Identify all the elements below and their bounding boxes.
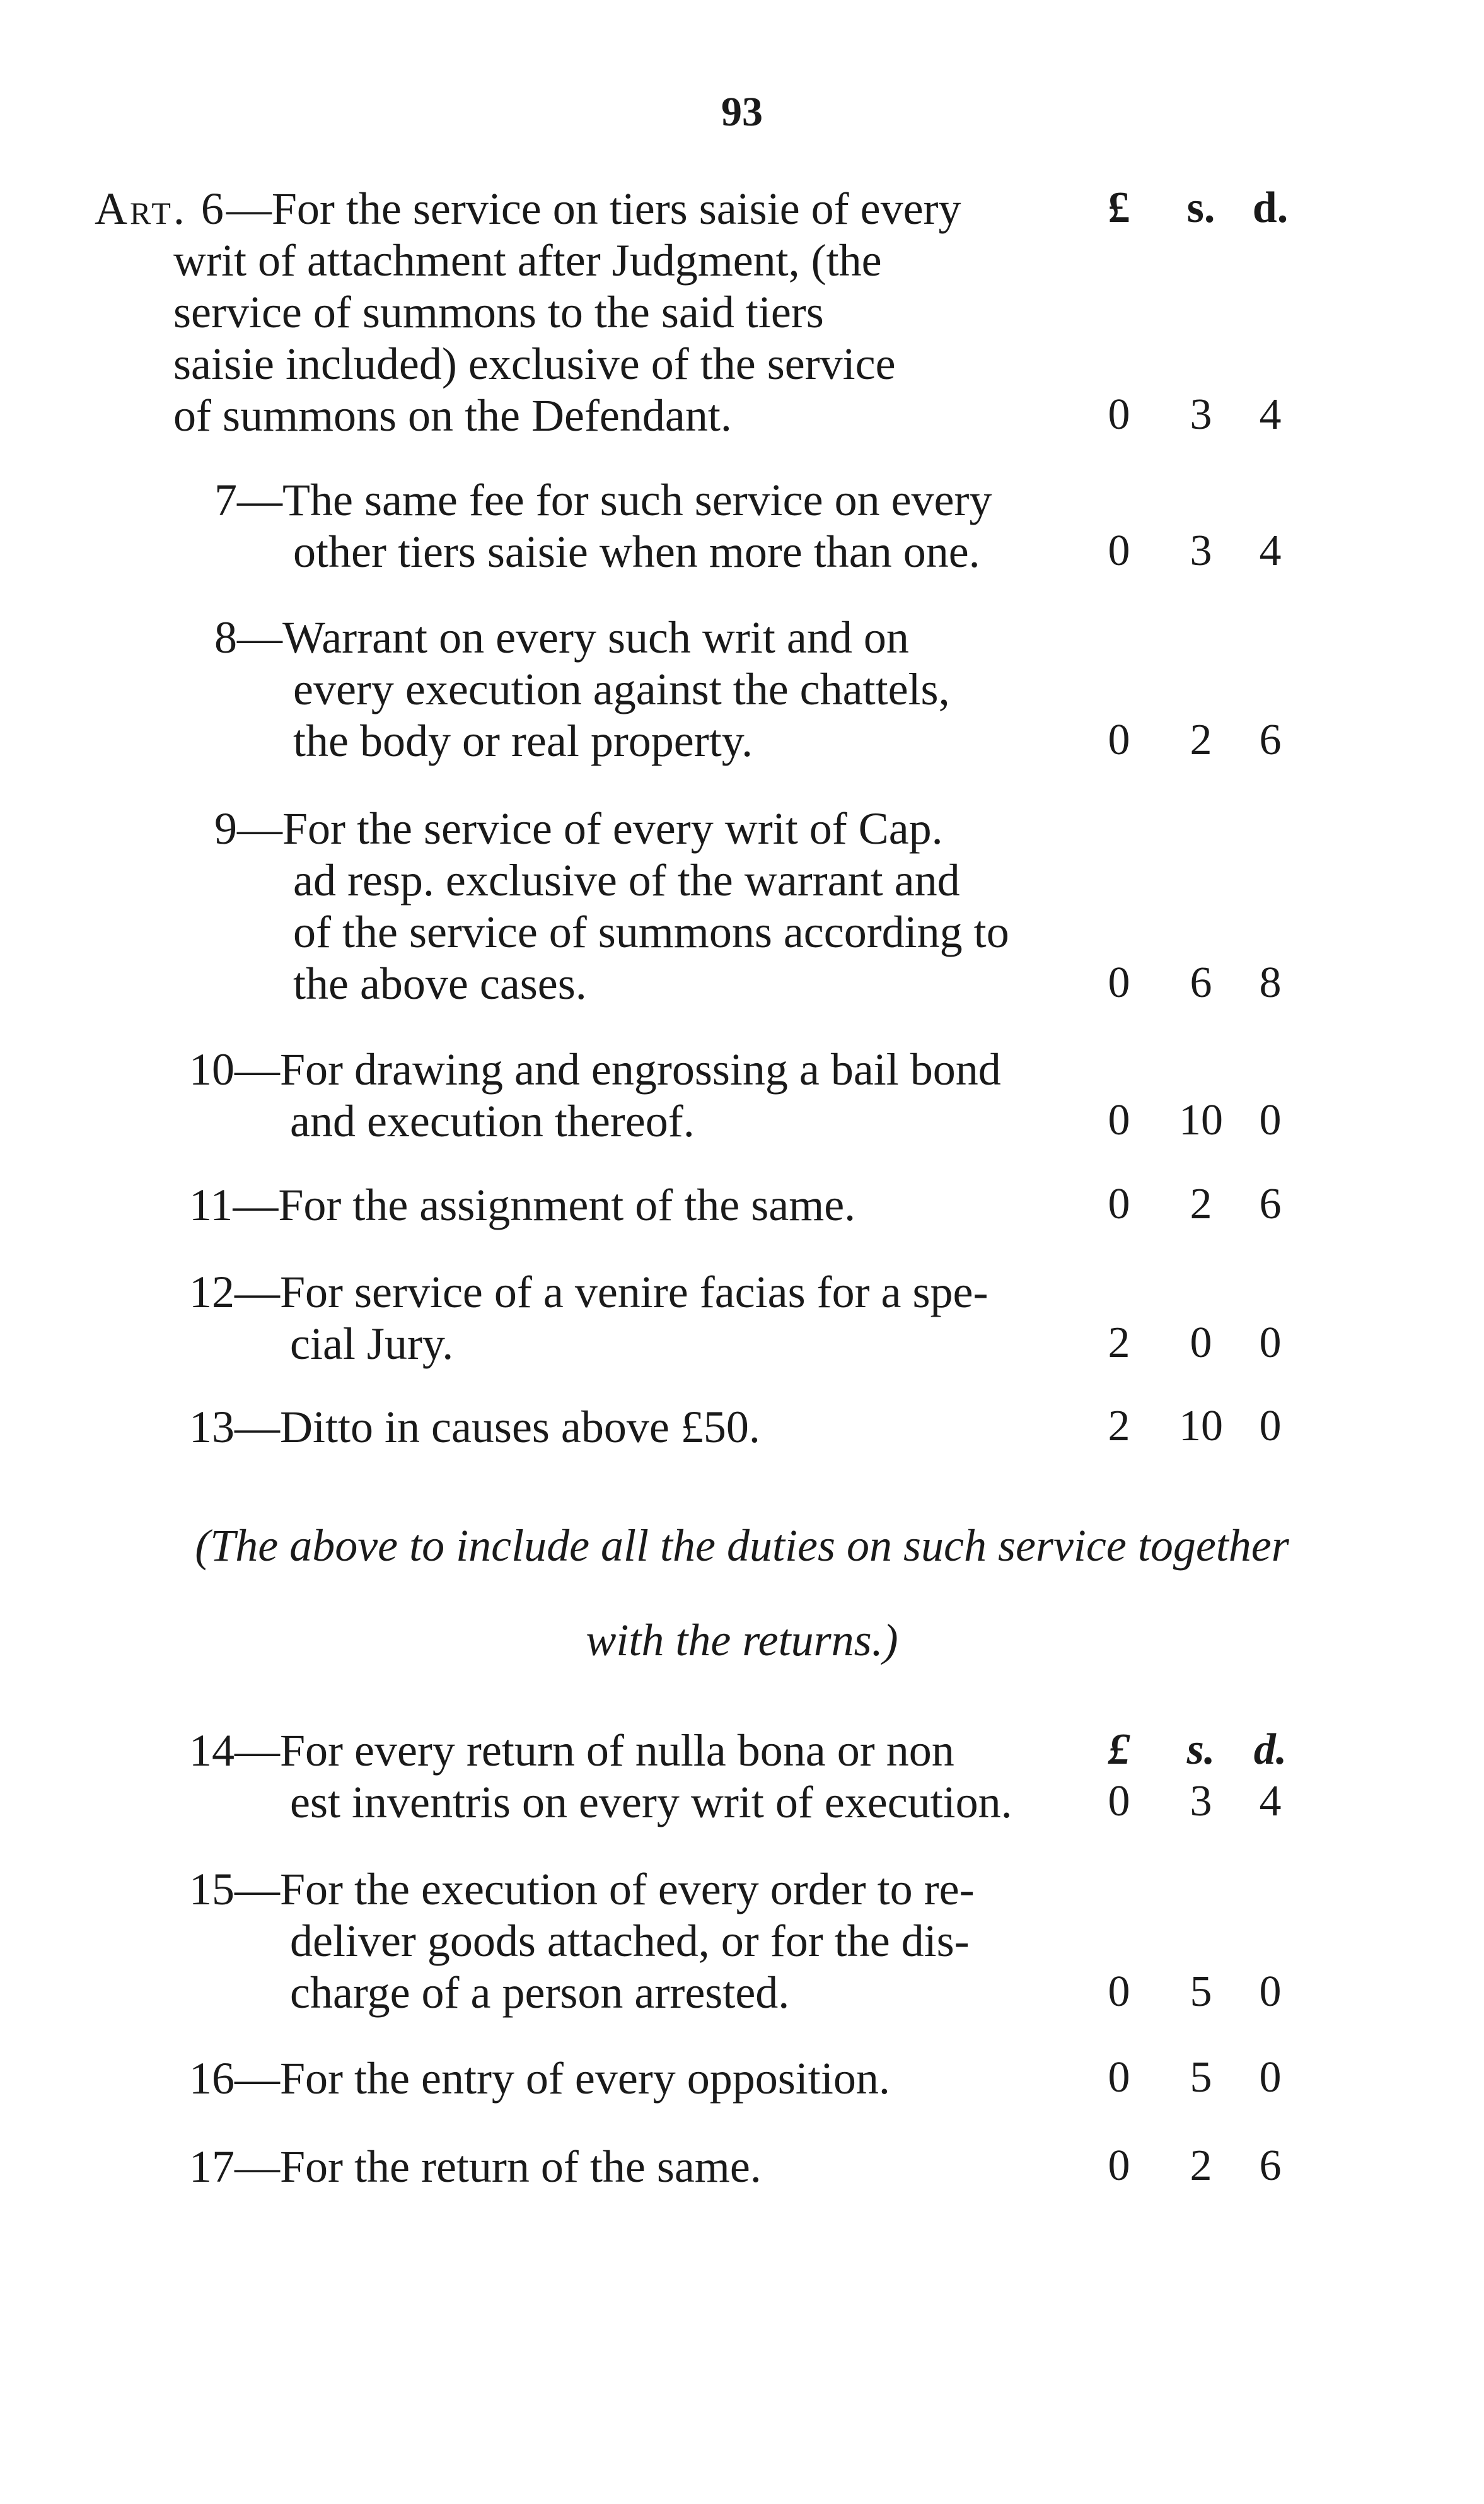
fee-pence: 0	[1259, 1967, 1282, 2016]
entry-line: deliver goods attached, or for the dis-	[290, 1916, 970, 1966]
entry-number: 16	[189, 2053, 235, 2104]
fee-pounds: 0	[1108, 1096, 1130, 1144]
entry-line: —Ditto in causes above £50.	[235, 1402, 760, 1452]
entry-number: 15	[189, 1864, 235, 1914]
fee-pence: 0	[1259, 1319, 1282, 1367]
fee-shillings: 10	[1179, 1096, 1223, 1144]
entry-number: 14	[189, 1725, 235, 1776]
entry-line: est inventris on every writ of execution.	[290, 1777, 1012, 1827]
entry-number: 8	[214, 612, 237, 663]
entry-line: the body or real property.	[293, 716, 753, 766]
entry-line: —For service of a venire facias for a spe-	[235, 1267, 988, 1317]
entry-line: charge of a person arrested.	[290, 1967, 790, 2018]
fee-pence: 4	[1259, 527, 1282, 575]
fee-pounds: 0	[1108, 1967, 1130, 2016]
fee-shillings: 3	[1190, 390, 1212, 439]
fee-shillings: 6	[1190, 958, 1212, 1007]
entry-line: the above cases.	[293, 958, 587, 1009]
entry-number: 7	[214, 475, 237, 525]
fee-shillings: 2	[1190, 716, 1212, 764]
pence-header: d.	[1252, 183, 1289, 232]
entry-line: —For drawing and engrossing a bail bond	[235, 1044, 1001, 1095]
entry-line: —Warrant on every such writ and on	[237, 612, 909, 663]
fee-shillings: 5	[1190, 1967, 1212, 2016]
entry-line: other tiers saisie when more than one.	[293, 527, 980, 577]
fee-pounds: 0	[1108, 527, 1130, 575]
fee-shillings: 2	[1190, 2141, 1212, 2190]
entry-number: 12	[189, 1267, 235, 1317]
page-number: 93	[721, 89, 763, 135]
entry-line: —For the entry of every opposition.	[235, 2053, 890, 2104]
fee-pence: 4	[1259, 1777, 1282, 1826]
pence-header: d.	[1253, 1725, 1287, 1774]
fee-pounds: 0	[1108, 716, 1130, 764]
entry-line: —For the service of every writ of Cap.	[237, 803, 943, 854]
fee-pounds: 0	[1108, 2141, 1130, 2190]
entry-line: saisie included) exclusive of the service	[173, 339, 896, 389]
entry-line: —For every return of nulla bona or non	[235, 1725, 954, 1776]
entry-line: cial Jury.	[290, 1319, 454, 1369]
fee-pounds: 2	[1108, 1319, 1130, 1367]
fee-pounds: 2	[1108, 1402, 1130, 1450]
fee-shillings: 0	[1190, 1319, 1212, 1367]
entry-line: —The same fee for such service on every	[237, 475, 992, 525]
fee-pounds: 0	[1108, 1777, 1130, 1826]
fee-pence: 0	[1259, 1402, 1282, 1450]
entry-line: —For the return of the same.	[235, 2141, 762, 2192]
entry-number: 17	[189, 2141, 235, 2192]
fee-shillings: 5	[1190, 2053, 1212, 2102]
entry-line: every execution against the chattels,	[293, 664, 950, 714]
entry-line: of summons on the Defendant.	[173, 390, 732, 441]
entry-line: of the service of summons according to	[293, 907, 1009, 957]
note-line-1: (The above to include all the duties on such service together	[195, 1520, 1289, 1571]
entry-number: 13	[189, 1402, 235, 1452]
entry-number: 9	[214, 803, 237, 854]
fee-pounds: 0	[1108, 958, 1130, 1007]
fee-pence: 4	[1259, 390, 1282, 439]
entry-number: Art. 6	[95, 183, 226, 234]
fee-pounds: 0	[1108, 2053, 1130, 2102]
fee-pounds: 0	[1108, 390, 1130, 439]
entry-line: and execution thereof.	[290, 1096, 695, 1146]
fee-shillings: 2	[1190, 1180, 1212, 1228]
fee-pence: 0	[1259, 1096, 1282, 1144]
shilling-header: s.	[1186, 183, 1215, 232]
pound-header: £	[1108, 1725, 1130, 1774]
fee-shillings: 10	[1179, 1402, 1223, 1450]
pound-header: £	[1108, 183, 1130, 232]
fee-pounds: 0	[1108, 1180, 1130, 1228]
fee-pence: 8	[1259, 958, 1282, 1007]
entry-line: service of summons to the said tiers	[173, 287, 824, 337]
entry-number: 11	[189, 1180, 233, 1230]
fee-pence: 6	[1259, 716, 1282, 764]
entry-number: 10	[189, 1044, 235, 1095]
entry-line: —For the execution of every order to re-	[235, 1864, 975, 1914]
shilling-header: s.	[1186, 1725, 1215, 1774]
note-line-2: with the returns.)	[586, 1615, 898, 1665]
fee-pence: 6	[1259, 2141, 1282, 2190]
entry-line: —For the assignment of the same.	[233, 1180, 856, 1230]
entry-line: —For the service on tiers saisie of every	[226, 183, 961, 234]
entry-line: ad resp. exclusive of the warrant and	[293, 855, 960, 906]
entry-line: writ of attachment after Judgment, (the	[173, 235, 882, 286]
fee-shillings: 3	[1190, 527, 1212, 575]
fee-pence: 0	[1259, 2053, 1282, 2102]
fee-pence: 6	[1259, 1180, 1282, 1228]
fee-shillings: 3	[1190, 1777, 1212, 1826]
